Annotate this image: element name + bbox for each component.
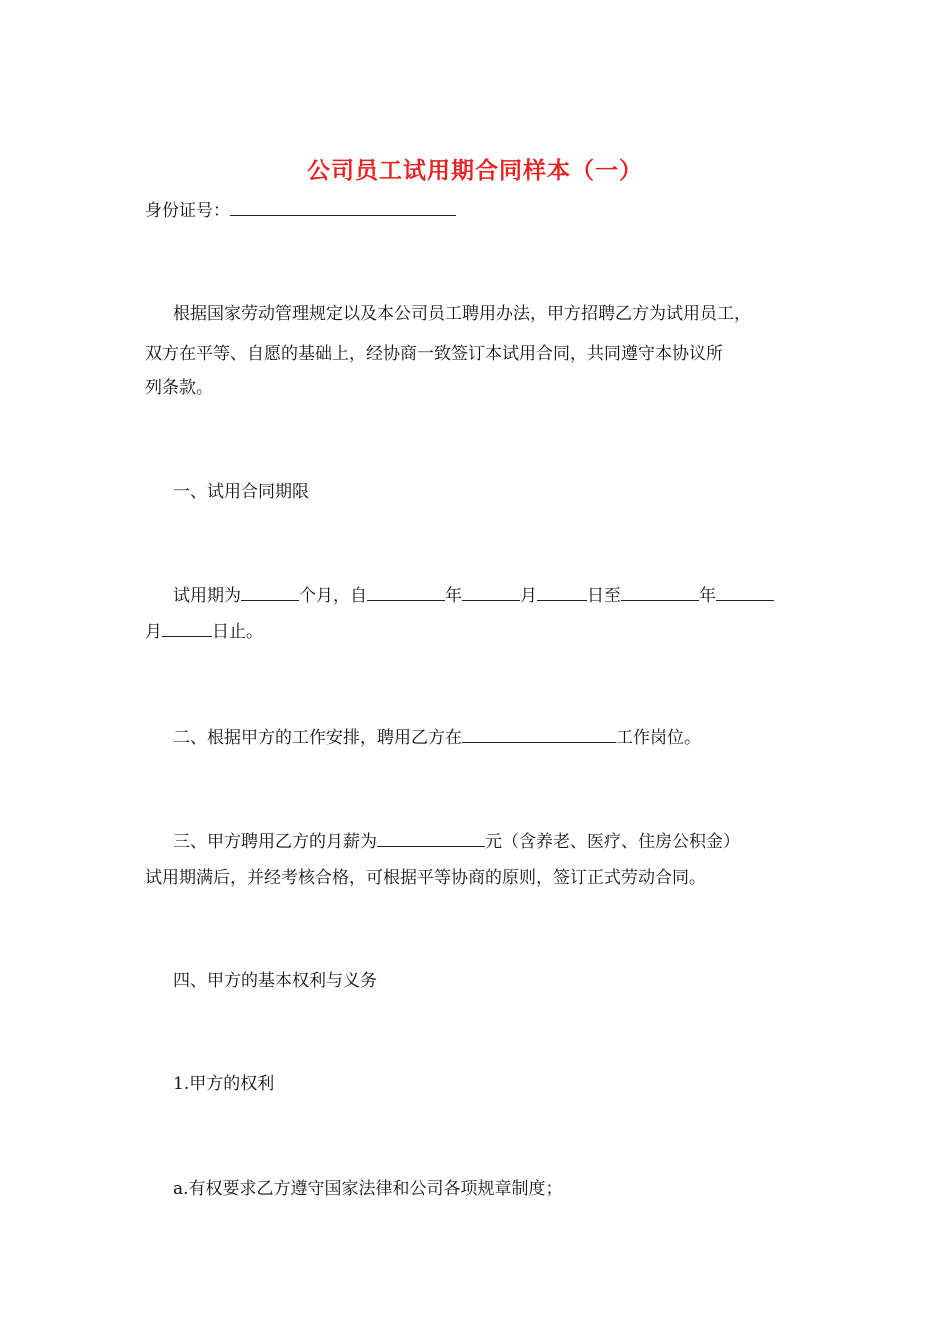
id-number-label: 身份证号： [145, 201, 230, 221]
section-2-line [173, 720, 863, 756]
trial-period-text-3: 年 [445, 586, 462, 606]
section-1-heading: 一、试用合同期限 [173, 482, 309, 502]
start-year-blank[interactable] [367, 582, 445, 601]
section-3-text-1: 三、甲方聘用乙方的月薪为 [173, 832, 377, 852]
salary-blank[interactable] [377, 828, 485, 847]
end-day-blank[interactable] [162, 618, 212, 637]
trial-period-text-8: 日止。 [212, 622, 263, 642]
trial-period-text-6: 年 [699, 586, 716, 606]
section-3-text-2: 元（含养老、医疗、住房公积金） [485, 832, 740, 852]
id-number-row [145, 193, 835, 229]
intro-line-1: 根据国家劳动管理规定以及本公司员工聘用办法，甲方招聘乙方为试用员工， [173, 304, 751, 324]
section-3-line-1 [173, 824, 863, 860]
months-blank[interactable] [241, 582, 299, 601]
section-3-line-2: 试用期满后，并经考核合格，可根据平等协商的原则，签订正式劳动合同。 [145, 868, 706, 888]
trial-period-text-5: 日至 [587, 586, 621, 606]
trial-period-line-2 [145, 614, 835, 650]
trial-period-text-1: 试用期为 [173, 586, 241, 606]
intro-line-3: 列条款。 [145, 378, 213, 398]
trial-period-line-1 [173, 578, 863, 614]
trial-period-text-7: 月 [145, 622, 162, 642]
start-day-blank[interactable] [537, 582, 587, 601]
intro-line-2: 双方在平等、自愿的基础上，经协商一致签订本试用合同，共同遵守本协议所 [145, 344, 723, 364]
end-year-blank[interactable] [621, 582, 699, 601]
item-1-heading: 1.甲方的权利 [173, 1074, 275, 1094]
id-number-blank[interactable] [230, 197, 456, 216]
document-title: 公司员工试用期合同样本（一） [307, 158, 643, 184]
item-a-text: a.有权要求乙方遵守国家法律和公司各项规章制度； [173, 1179, 563, 1199]
trial-period-text-2: 个月，自 [299, 586, 367, 606]
position-blank[interactable] [462, 724, 616, 743]
start-month-blank[interactable] [462, 582, 520, 601]
end-month-blank[interactable] [716, 582, 774, 601]
section-2-text-2: 工作岗位。 [616, 728, 701, 748]
section-4-heading: 四、甲方的基本权利与义务 [173, 971, 377, 991]
section-2-text-1: 二、根据甲方的工作安排，聘用乙方在 [173, 728, 462, 748]
trial-period-text-4: 月 [520, 586, 537, 606]
